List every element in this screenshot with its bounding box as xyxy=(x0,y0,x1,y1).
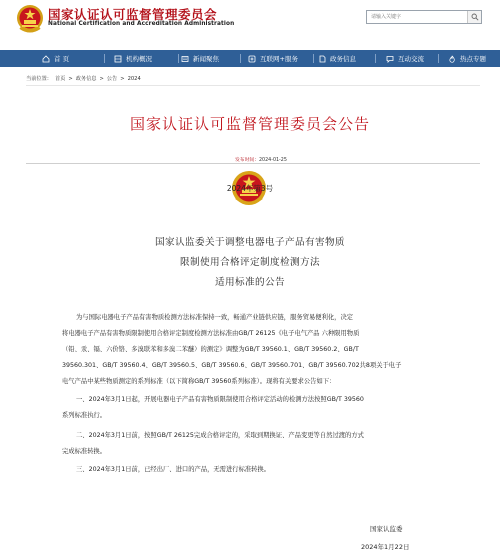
chat-icon xyxy=(386,55,394,63)
nav-divider xyxy=(178,54,179,63)
nav-item-label: 互动交流 xyxy=(398,55,424,63)
nav-divider xyxy=(240,54,241,63)
notice-title-line: 限制使用合格评定制度检测方法 xyxy=(180,257,320,268)
nav-item-internet-service[interactable] xyxy=(248,50,298,67)
site-subtitle: National Certification and Accreditation Administration xyxy=(48,21,235,27)
notice-title-line: 国家认监委关于调整电器电子产品有害物质 xyxy=(155,237,345,248)
document-number: 2024年第3号 xyxy=(226,184,274,193)
nav-divider xyxy=(104,54,105,63)
signature: 国家认监委 xyxy=(370,525,403,533)
breadcrumb-announcements[interactable]: 公告 xyxy=(106,76,118,82)
flame-icon xyxy=(448,55,456,63)
service-icon xyxy=(248,55,256,63)
paragraph-line: 电气产品中某些物质测定的系列标准（以下简称GB/T 39560系列标准）。现将有关要求公告如下： xyxy=(62,378,336,385)
building-icon xyxy=(114,55,122,63)
document-title: 国家认证认可监督管理委员会公告 xyxy=(129,115,370,133)
nav-item-government-info[interactable] xyxy=(318,50,356,67)
nav-item-about[interactable] xyxy=(114,50,152,67)
breadcrumb-separator: > xyxy=(120,76,125,82)
document-icon xyxy=(318,55,326,63)
search-input[interactable] xyxy=(367,11,467,23)
publish-date-label: 发布时间： xyxy=(235,158,259,163)
paragraph-line: 为与国际电器电子产品有害物质检测方法标准保持一致，畅通产业链供应链，服务贸易便利化，决定 xyxy=(76,314,354,321)
paragraph-line: 39560.301、GB/T 39560.4、GB/T 39560.5、GB/T 39560.6、GB/T 39560.701、GB/T 39560.702共8项关于电子 xyxy=(62,362,402,369)
breadcrumb-separator: > xyxy=(68,76,73,82)
item-line: 一、2024年3月1日起，开展电器电子产品有害物质限制使用合格评定活动的检测方法按照GB/T 39560 xyxy=(76,396,364,403)
nav-item-interaction[interactable] xyxy=(386,50,424,67)
nav-item-hot-topics[interactable] xyxy=(448,50,486,67)
site-header xyxy=(0,0,500,42)
signature-date: 2024年1月22日 xyxy=(361,543,410,551)
site-title: 国家认证认可监督管理委员会 xyxy=(48,7,218,22)
paragraph-line: （铅、汞、镉、六价铬、多溴联苯和多溴二苯醚）的测定》调整为GB/T 39560.1、GB/T 39560.2、GB/T xyxy=(62,346,359,353)
nav-item-label: 机构概况 xyxy=(126,55,152,63)
breadcrumb-home[interactable]: 首页 xyxy=(54,76,66,82)
nav-item-label: 新闻聚焦 xyxy=(193,55,219,63)
nav-item-news[interactable] xyxy=(181,50,219,67)
main-nav xyxy=(0,50,500,67)
nav-item-home[interactable] xyxy=(42,50,69,67)
nav-divider xyxy=(313,54,314,63)
paragraph-line: 将电器电子产品有害物质限制使用合格评定制度检测方法标准由GB/T 26125《电子电气产品 六种限用物质 xyxy=(62,330,360,337)
breadcrumb-divider xyxy=(26,85,480,86)
publish-date-value: 2024-01-25 xyxy=(259,158,287,163)
item-line: 三、2024年3月1日前，已经出厂、进口的产品，无需进行标准转换。 xyxy=(76,466,271,473)
breadcrumb-government-info[interactable]: 政务信息 xyxy=(75,76,97,82)
national-emblem-icon xyxy=(16,4,44,34)
breadcrumb xyxy=(26,75,144,82)
item-line: 二、2024年3月1日前，按照GB/T 26125完成合格评定的，采取到期换证、产品变更等自然过渡的方式 xyxy=(76,432,364,439)
title-divider xyxy=(26,163,480,164)
nav-item-label: 热点专题 xyxy=(460,55,486,63)
news-icon xyxy=(181,55,189,63)
item-line: 完成标准转换。 xyxy=(62,448,107,455)
nav-item-label: 政务信息 xyxy=(330,55,356,63)
publish-date xyxy=(235,156,287,163)
nav-item-label: 首 页 xyxy=(54,55,70,63)
search-icon xyxy=(471,13,479,21)
search-button[interactable] xyxy=(467,11,481,23)
home-icon xyxy=(42,55,50,63)
nav-item-label: 互联网+服务 xyxy=(260,55,298,63)
nav-divider xyxy=(375,54,376,63)
breadcrumb-year[interactable]: 2024 xyxy=(127,76,141,82)
nav-divider xyxy=(438,54,439,63)
breadcrumb-prefix: 当前位置： xyxy=(26,76,52,82)
item-line: 系列标准执行。 xyxy=(62,412,107,419)
search-box xyxy=(366,10,482,24)
notice-title-line: 适用标准的公告 xyxy=(215,277,285,288)
breadcrumb-separator: > xyxy=(99,76,104,82)
